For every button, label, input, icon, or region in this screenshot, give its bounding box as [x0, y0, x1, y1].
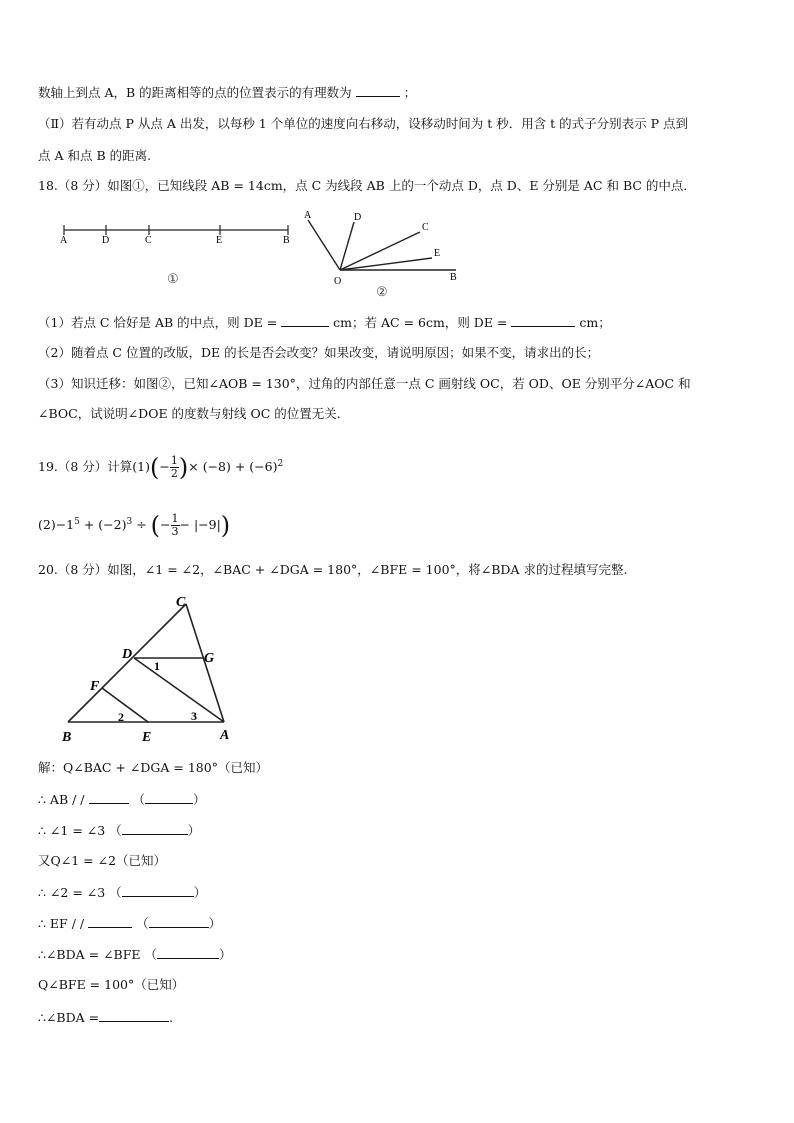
q20-step-9: ∴∠BDA = .: [38, 1010, 174, 1025]
vertex-label: B: [62, 730, 72, 745]
q18-figure-2: [296, 206, 476, 304]
ray-label: C: [422, 222, 429, 233]
reason-blank[interactable]: [157, 946, 219, 959]
q20-step-2: ∴ AB / / （ ）: [38, 792, 206, 807]
q20-step-7: ∴∠BDA = ∠BFE （ ）: [38, 947, 232, 962]
q20-figure: [56, 590, 246, 748]
q17-line-1: 数轴上到点 A，B 的距离相等的点的位置表示的有理数为 ；: [38, 85, 417, 100]
q20-step-1: 解：Q∠BAC + ∠DGA = 180°（已知）: [38, 760, 268, 775]
vertex-label: D: [122, 647, 133, 662]
q17-line-3: 点 A 和点 B 的距离.: [38, 148, 152, 163]
q18-header: 18.（8 分）如图①，已知线段 AB = 14cm，点 C 为线段 AB 上的一个动点 D，点 D、E 分别是 AC 和 BC 的中点．: [38, 178, 696, 193]
q19-expression-2: $(2)-1^5 + (-2)^3$ ÷ (− $\frac{1}{3}$ − |−9|): [38, 511, 231, 540]
ray-label: B: [450, 272, 457, 283]
answer-blank[interactable]: [281, 314, 329, 327]
q20-step-8: Q∠BFE = 100°（已知）: [38, 977, 185, 992]
q20-step-5: ∴ ∠2 = ∠3 （ ）: [38, 885, 207, 900]
vertex-label: E: [142, 730, 152, 745]
angle-label: 1: [154, 659, 160, 673]
fraction: $\frac{1}{2}$: [170, 454, 178, 481]
point-label: B: [283, 235, 290, 246]
q18-part-3-line-2: ∠BOC，试说明∠DOE 的度数与射线 OC 的位置无关.: [38, 406, 341, 421]
reason-blank[interactable]: [149, 915, 209, 928]
answer-blank[interactable]: [99, 1009, 169, 1022]
point-label: C: [145, 235, 152, 246]
angle-label: 2: [118, 710, 124, 724]
figure-caption: ②: [376, 284, 388, 299]
ray-label: A: [304, 210, 312, 221]
vertex-label: A: [220, 728, 230, 743]
ray-label: D: [354, 212, 362, 223]
q20-step-4: 又Q∠1 = ∠2（已知）: [38, 853, 167, 868]
q20-step-3: ∴ ∠1 = ∠3 （ ）: [38, 823, 201, 838]
angle-label: 3: [191, 709, 197, 723]
ray-label: E: [434, 248, 441, 259]
q17-line-2: （Ⅱ）若有动点 P 从点 A 出发，以每秒 1 个单位的速度向右移动，设移动时间为 t 秒．用含 t 的式子分别表示 P 点到: [38, 116, 689, 131]
vertex-label: C: [176, 595, 186, 610]
q18-part-3-line-1: （3）知识迁移：如图②，已知∠AOB = 130°，过角的内部任意一点 C 画射线 OC，若 OD、OE 分别平分∠AOC 和: [38, 376, 691, 391]
q18-part-2: （2）随着点 C 位置的改版，DE 的长是否会改变？如果改变，请说明原因；如果不变，请求出的长；: [38, 345, 600, 360]
point-label: A: [60, 235, 68, 246]
vertex-label: F: [90, 679, 100, 694]
reason-blank[interactable]: [122, 822, 188, 835]
fraction: $\frac{1}{3}$: [171, 512, 179, 539]
point-label: D: [102, 235, 110, 246]
q19-expression-1: 19.（8 分）计算(1)(− $\frac{1}{2}$ )× $(-8) + (-6)^2$: [38, 453, 284, 482]
q18-figure-1: [56, 210, 296, 290]
answer-blank[interactable]: [88, 915, 132, 928]
reason-blank[interactable]: [122, 884, 194, 897]
answer-blank[interactable]: [356, 84, 400, 97]
vertex-label: O: [334, 276, 342, 287]
vertex-label: G: [204, 651, 215, 666]
q20-header: 20.（8 分）如图，∠1 = ∠2，∠BAC + ∠DGA = 180°，∠BFE = 100°，将∠BDA 求的过程填写完整.: [38, 562, 628, 577]
answer-blank[interactable]: [89, 791, 129, 804]
reason-blank[interactable]: [145, 791, 193, 804]
figure-caption: ①: [167, 271, 179, 286]
q18-part-1: （1）若点 C 恰好是 AB 的中点，则 DE = cm；若 AC = 6cm，则 DE = cm；: [38, 315, 611, 330]
answer-blank[interactable]: [511, 314, 575, 327]
q20-step-6: ∴ EF / / （ ）: [38, 916, 222, 931]
point-label: E: [216, 235, 223, 246]
